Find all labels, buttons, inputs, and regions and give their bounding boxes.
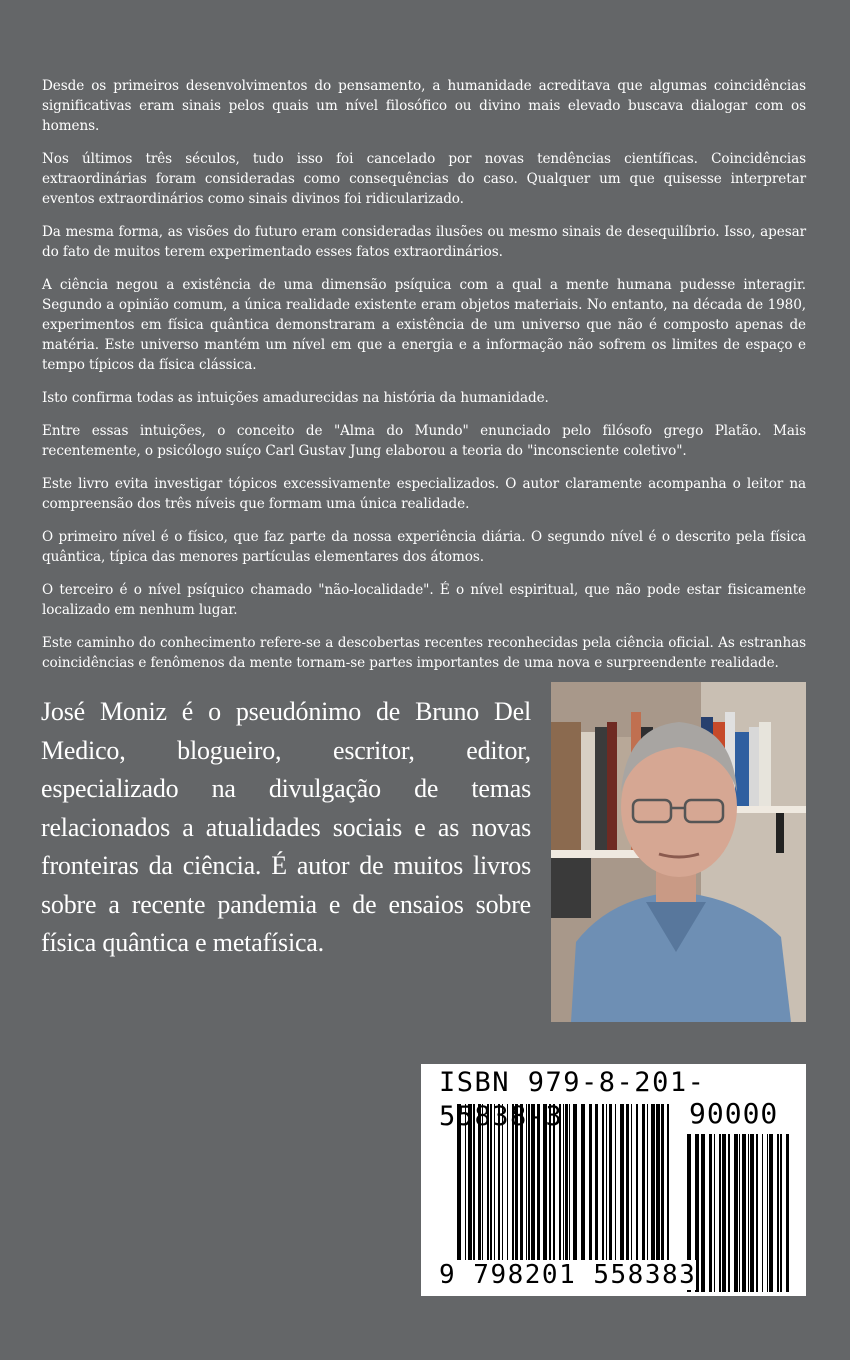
isbn-label: ISBN 979-8-201-55838-3 (439, 1067, 706, 1132)
barcode-digits: 9 798201 558383 (439, 1260, 697, 1290)
author-bio: José Moniz é o pseudónimo de Bruno Del Medico, blogueiro, escritor, editor, especializado na divulgação de temas relacionados a atualidades sociais e as novas fronteiras da ciência. É autor de muitos livros sobre a recente pandemia e de ensaios sobre física quântica e metafísica. (41, 697, 531, 957)
barcode-bar (767, 1134, 768, 1292)
barcode-bar (777, 1134, 779, 1292)
blurb-paragraph: Da mesma forma, as visões do futuro eram consideradas ilusões ou mesmo sinais de desequilíbrio. Isso, apesar do fato de muitos terem experimentado esses fatos extraordinários. (42, 224, 806, 260)
blurb-paragraph: O primeiro nível é o físico, que faz parte da nossa experiência diária. O segundo nível é o descrito pela física quântica, típica das menores partículas elementares dos átomos. (42, 529, 806, 565)
barcode-bar (756, 1134, 758, 1292)
price-addon-label: 90000 (689, 1097, 779, 1130)
blurb-paragraph: O terceiro é o nível psíquico chamado "não-localidade". É o nível espiritual, que não pode estar fisicamente localizado em nenhum lugar. (42, 582, 806, 618)
barcode-bar (714, 1134, 715, 1292)
barcode-bar (748, 1134, 749, 1292)
blurb-paragraph: A ciência negou a existência de uma dimensão psíquica com a qual a mente humana pudesse interagir. Segundo a opinião comum, a única realidade existente eram objetos materiais. No entanto, na década de 1980, experimentos em física quântica demonstraram a existência de um universo que não é composto apenas de matéria. Este universo mantém um nível em que a energia e a informação não sofrem os limites de espaço e tempo típicos da física clássica. (42, 277, 806, 373)
blurb-paragraph: Isto confirma todas as intuições amadurecidas na história da humanidade. (42, 390, 549, 406)
barcode-bar (769, 1134, 773, 1292)
blurb-paragraph: Este caminho do conhecimento refere-se a descobertas recentes reconhecidas pela ciência oficial. As estranhas coincidências e fenômenos da mente tornam-se partes importantes de uma nova e surpreendente realidade. (42, 635, 806, 671)
barcode-bar (739, 1134, 740, 1292)
isbn-barcode (421, 1064, 806, 1296)
barcode-bar (750, 1134, 754, 1292)
author-photo (551, 682, 806, 1022)
barcode-bar (722, 1134, 726, 1292)
barcode-bar (719, 1134, 721, 1292)
barcode-bar (786, 1134, 789, 1292)
blurb-paragraph: Nos últimos três séculos, tudo isso foi cancelado por novas tendências científicas. Coincidências extraordinárias foram consideradas como consequências do caso. Qualquer um que quisesse interpretar eventos extraordinários como sinais divinos foi ridicularizado. (42, 151, 806, 207)
barcode-bar (734, 1134, 738, 1292)
barcode-bar (709, 1134, 712, 1292)
back-cover-blurb (42, 76, 806, 686)
barcode-bar (762, 1134, 763, 1292)
barcode-bar (728, 1134, 730, 1292)
barcode-bar (742, 1134, 746, 1292)
blurb-paragraph: Entre essas intuições, o conceito de "Alma do Mundo" enunciado pelo filósofo grego Platão. Mais recentemente, o psicólogo suíço Carl Gustav Jung elaborou a teoria do "inconsciente coletivo". (42, 423, 806, 459)
barcode-bar (701, 1134, 705, 1292)
barcode-bar (780, 1134, 782, 1292)
blurb-paragraph: Este livro evita investigar tópicos excessivamente especializados. O autor claramente acompanha o leitor na compreensão dos três níveis que formam uma única realidade. (42, 476, 806, 512)
blurb-paragraph: Desde os primeiros desenvolvimentos do pensamento, a humanidade acreditava que algumas coincidências significativas eram sinais pelos quais um nível filosófico ou divino mais elevado buscava dialogar com os homens. (42, 78, 806, 134)
